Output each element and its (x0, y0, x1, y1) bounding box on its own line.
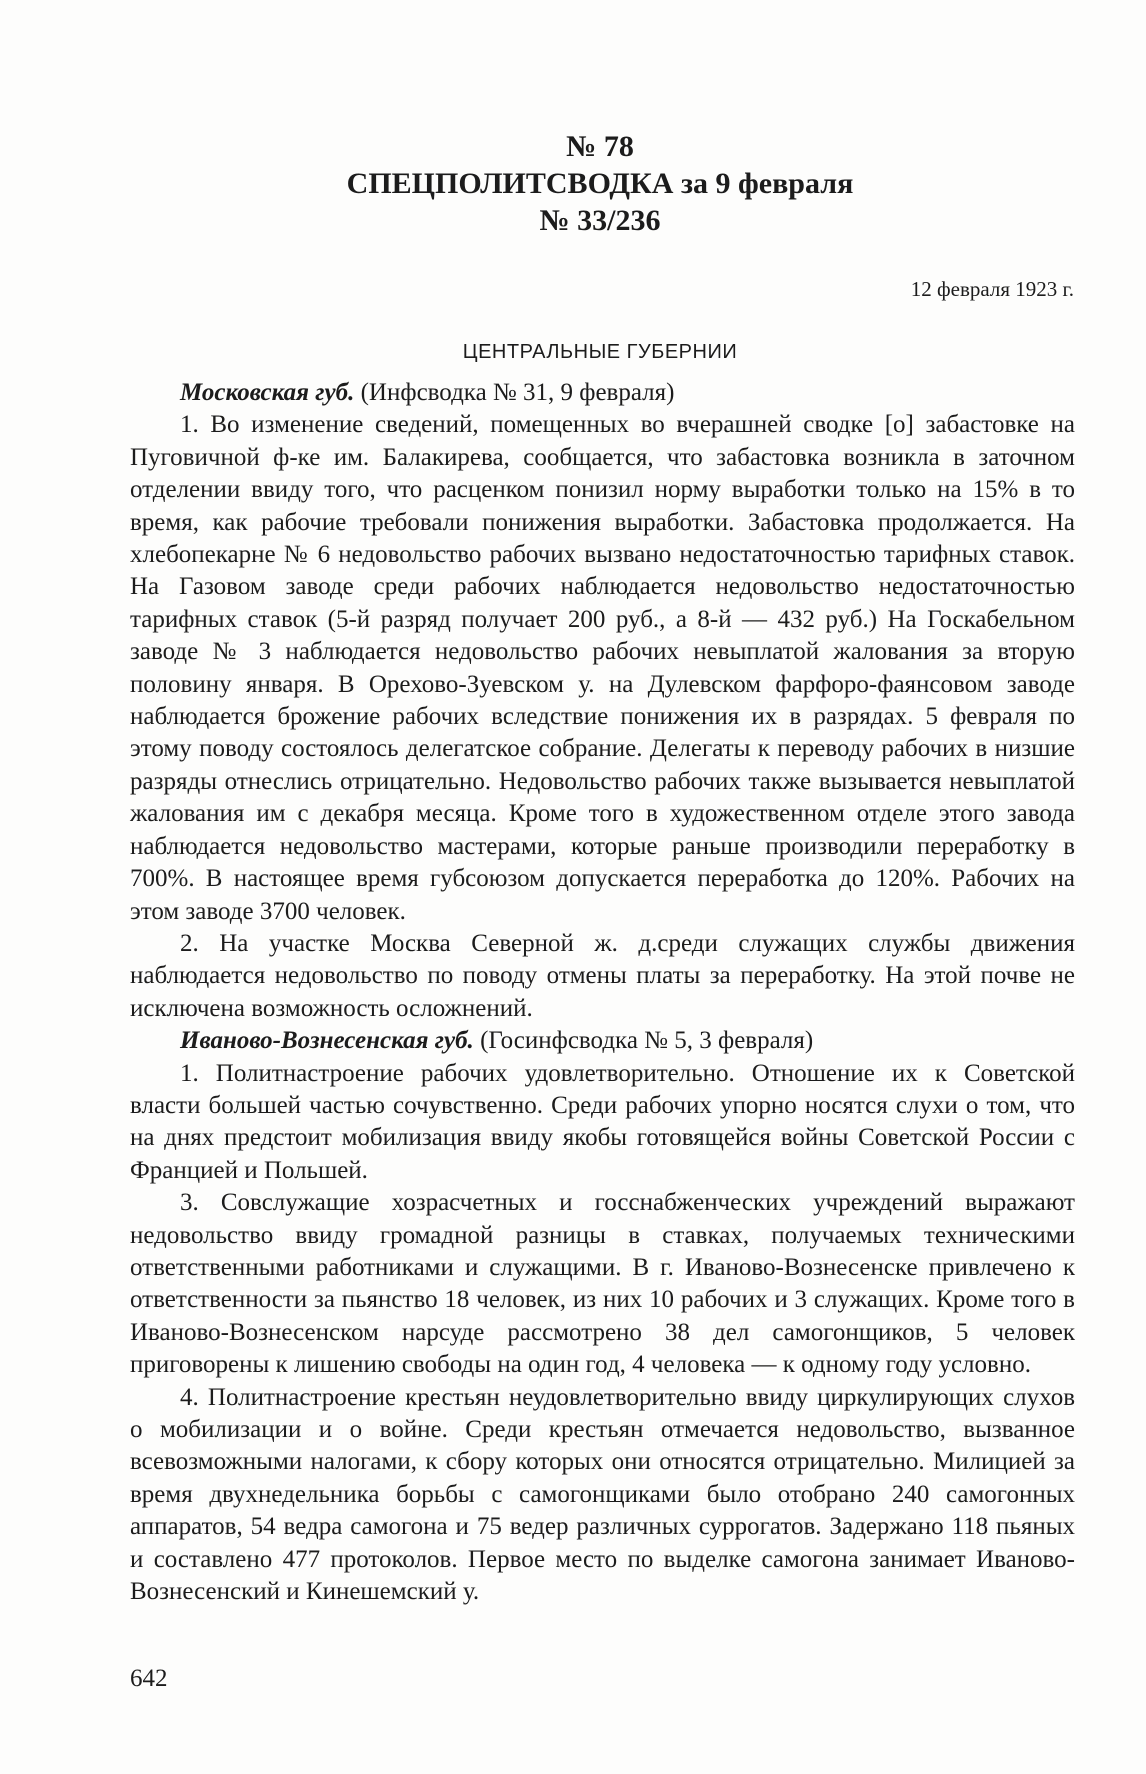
region-name: Иваново-Вознесенская губ. (180, 1027, 474, 1055)
region-source: (Инфсводка № 31, 9 февраля) (354, 379, 675, 406)
document-title: СПЕЦПОЛИТСВОДКА за 9 февраля (346, 167, 854, 200)
paragraph: 2. На участке Москва Северной ж. д.среди служащих службы движения наблюдается недовольство по поводу отмены платы за переработку. На этой почве не исключена возможность осложнений. (130, 929, 1075, 1022)
paragraph: 4. Политнастроение крестьян неудовлетворительно ввиду циркулирующих слухов о мобилизации и о войне. Среди крестьян отмечается недовольство, вызванное всевозможными налогами, к сбору которых они относятся отрицательно. Милицией за время двухнедельника борьбы с самогонщиками было отобрано 240 самогонных аппаратов, 54 ведра самогона и 75 ведер различных суррогатов. Задержано 118 пьяных и составлено 477 протоколов. Первое место по выделке самогона занимает Иваново-Вознесенский и Кинешемский у. (130, 1383, 1075, 1606)
paragraph: 3. Совслужащие хозрасчетных и госснабженческих учреждений выражают недовольство ввиду громадной разницы в ставках, получаемых техническими ответственными работниками и служащими. В г. Иваново-Вознесенске привлечено к ответственности за пьянство 18 человек, из них 10 рабочих и 3 служащих. Кроме того в Иваново-Вознесенском нарсуде рассмотрено 38 дел самогонщиков, 5 человек приговорены к лишению свободы на один год, 4 человека — к одному году условно. (130, 1189, 1075, 1379)
region-heading (130, 377, 1075, 409)
region-heading (130, 1025, 1075, 1057)
page-number: 642 (130, 1665, 168, 1692)
document-date: 12 февраля 1923 г. (910, 277, 1074, 301)
paragraph: 1. Политнастроение рабочих удовлетворительно. Отношение их к Советской власти большей частью сочувственно. Среди рабочих упорно носятся слухи о том, что на днях предстоит мобилизация ввиду якобы готовящейся войны Советской России с Францией и Польшей. (130, 1059, 1075, 1184)
document-number: № 78 (566, 130, 634, 163)
paragraph: 1. Во изменение сведений, помещенных во вчерашней сводке [о] забастовке на Пуговичной ф-ке им. Балакирева, сообщается, что забастовка возникла в заточном отделении ввиду того, что расценком понизил норму выработки только на 15% в то время, как рабочие требовали понижения выработки. Забастовка продолжается. На хлебопекарне № 6 недовольство рабочих вызвано недостаточностью тарифных ставок. На Газовом заводе среди рабочих наблюдается недовольство недостаточностью тарифных ставок (5-й разряд получает 200 руб., а 8-й — 432 руб.) На Госкабельном заводе № 3 наблюдается недовольство рабочих невыплатой жалования за вторую половину января. В Орехово-Зуевском у. на Дулевском фарфоро-фаянсовом заводе наблюдается брожение рабочих вследствие понижения их в разрядах. 5 февраля по этому поводу состоялось делегатское собрание. Делегаты к переводу рабочих в низшие разряды отнеслись отрицательно. Недовольство рабочих также вызывается невыплатой жалования им с декабря месяца. Кроме того в художественном отделе этого завода наблюдается недовольство мастерами, которые раньше производили переработку в 700%. В настоящее время губсоюзом допускается переработка до 120%. Рабочих на этом заводе 3700 человек. (130, 411, 1075, 925)
document-subnumber: № 33/236 (539, 204, 661, 237)
document-header (130, 128, 1070, 239)
document-body (130, 377, 1075, 1608)
section-title: ЦЕНТРАЛЬНЫЕ ГУБЕРНИИ (462, 341, 738, 363)
region-name: Московская губ. (180, 379, 355, 406)
region-source: (Госинфсводка № 5, 3 февраля) (473, 1027, 814, 1055)
